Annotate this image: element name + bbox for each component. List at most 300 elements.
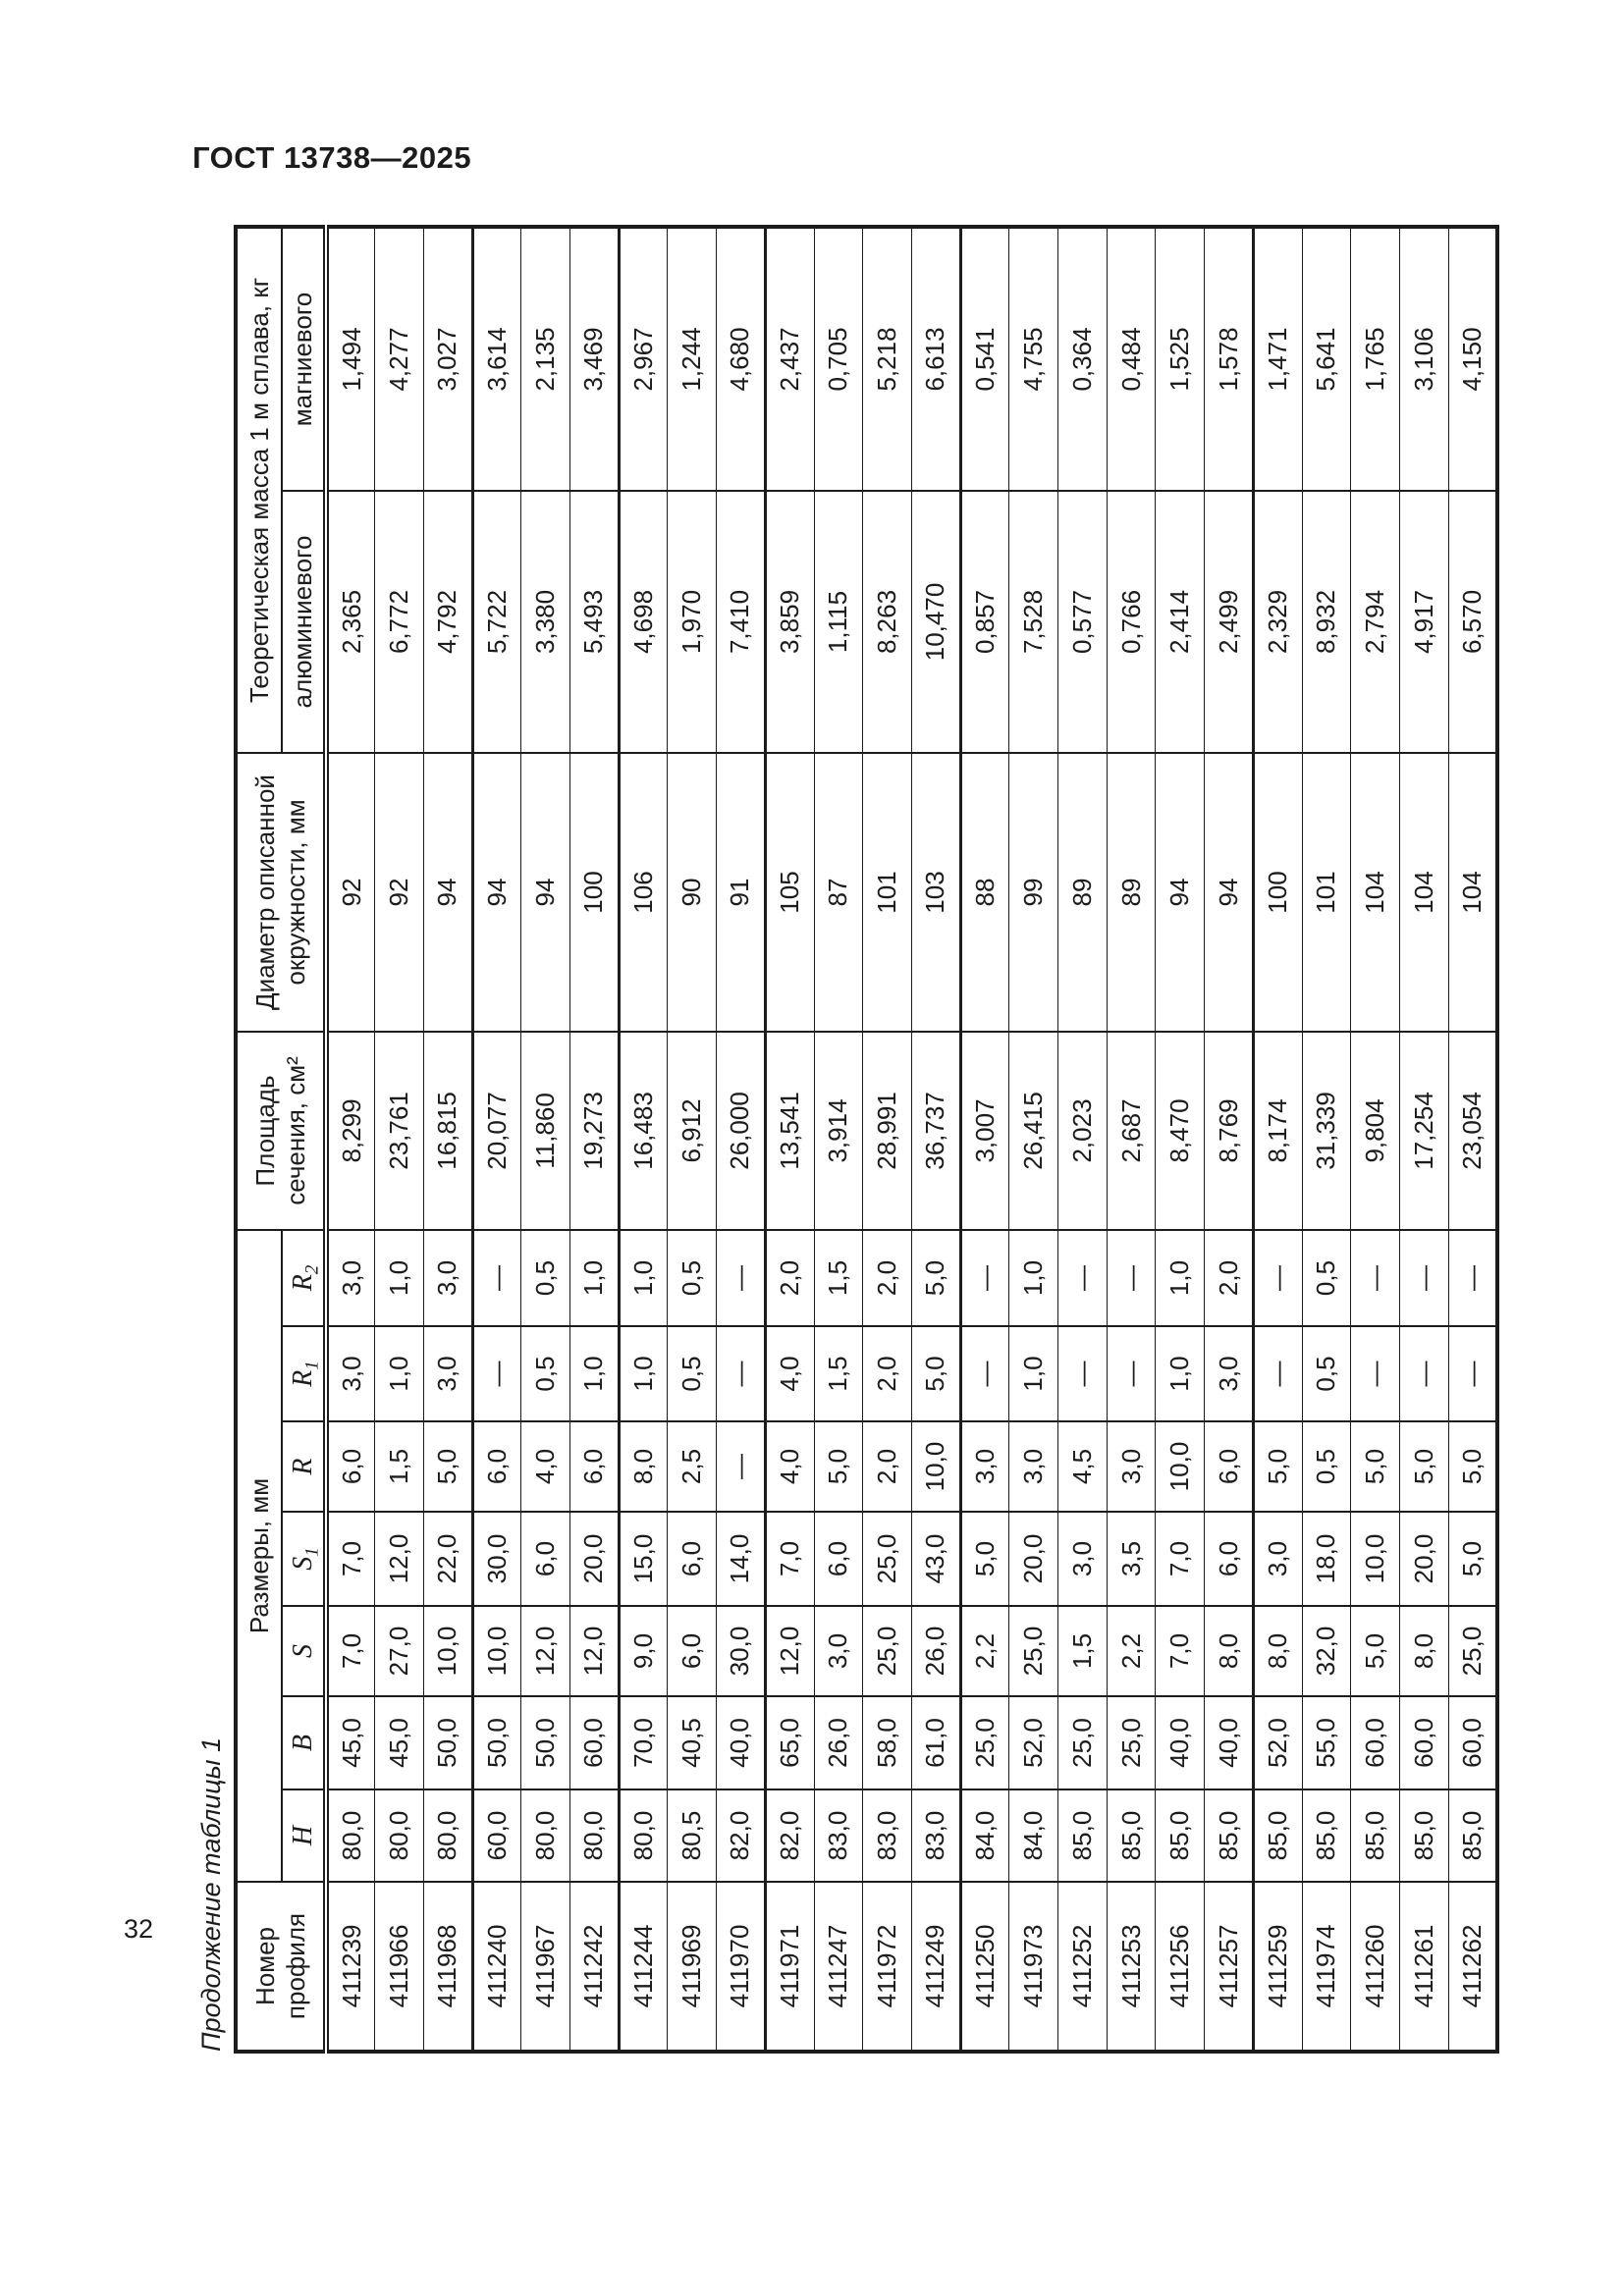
- section-area-cell: 17,254: [1399, 1032, 1448, 1230]
- mass-magnesium-cell: 5,218: [863, 227, 912, 491]
- table-row: [960, 227, 1009, 2052]
- rotated-table-block: [192, 229, 1499, 2054]
- header-section-area-line1: Площадь: [249, 1075, 280, 1187]
- dim-r1-cell: 0,5: [1302, 1326, 1351, 1421]
- table-row: [814, 227, 863, 2052]
- section-area-cell: 3,007: [960, 1032, 1009, 1230]
- profile-number-cell: 411261: [1399, 1882, 1448, 2052]
- circumscribed-diameter-cell: 90: [668, 753, 717, 1032]
- profile-number-cell: 411249: [911, 1882, 960, 2052]
- mass-aluminum-cell: 6,772: [375, 491, 424, 753]
- dim-r2-cell: —: [1399, 1230, 1448, 1326]
- circumscribed-diameter-cell: 99: [1009, 753, 1058, 1032]
- dim-r2-cell: 2,0: [863, 1230, 912, 1326]
- dim-h-cell: 80,0: [521, 1789, 570, 1882]
- dim-r-cell: 5,0: [1448, 1421, 1497, 1512]
- header-mass-magnesium: магниевого: [282, 227, 326, 491]
- dim-s1-cell: 7,0: [765, 1512, 814, 1606]
- dim-r-cell: 1,5: [375, 1421, 424, 1512]
- dim-r2-cell: 1,0: [619, 1230, 668, 1326]
- dim-r-cell: 5,0: [423, 1421, 472, 1512]
- dim-r-cell: 6,0: [472, 1421, 521, 1512]
- table-row: [375, 227, 424, 2052]
- dim-r-cell: 10,0: [1156, 1421, 1205, 1512]
- dim-s-cell: 3,0: [814, 1606, 863, 1696]
- dim-r1-cell: 2,0: [863, 1326, 912, 1421]
- dim-r-cell: 8,0: [619, 1421, 668, 1512]
- dim-r1-cell: —: [1058, 1326, 1108, 1421]
- dim-r2-cell: 2,0: [765, 1230, 814, 1326]
- dim-r2-cell: 0,5: [668, 1230, 717, 1326]
- header-circumscribed-diameter: Диаметр описанной окружности, мм: [236, 753, 326, 1032]
- dim-b-cell: 60,0: [570, 1696, 620, 1789]
- dim-r1-cell: 1,0: [619, 1326, 668, 1421]
- circumscribed-diameter-cell: 89: [1107, 753, 1156, 1032]
- mass-aluminum-cell: 7,528: [1009, 491, 1058, 753]
- mass-magnesium-cell: 1,525: [1156, 227, 1205, 491]
- dim-s1-cell: 5,0: [1448, 1512, 1497, 1606]
- dim-r1-cell: —: [1399, 1326, 1448, 1421]
- dim-s1-cell: 7,0: [1156, 1512, 1205, 1606]
- circumscribed-diameter-cell: 94: [521, 753, 570, 1032]
- table-body: [326, 227, 1497, 2052]
- circumscribed-diameter-cell: 87: [814, 753, 863, 1032]
- mass-aluminum-cell: 1,970: [668, 491, 717, 753]
- mass-aluminum-cell: 4,792: [423, 491, 472, 753]
- dim-r1-cell: —: [1351, 1326, 1400, 1421]
- profile-number-cell: 411239: [326, 1882, 375, 2052]
- mass-magnesium-cell: 4,680: [717, 227, 766, 491]
- dim-b-cell: 25,0: [960, 1696, 1009, 1789]
- mass-aluminum-cell: 10,470: [911, 491, 960, 753]
- dim-h-cell: 83,0: [863, 1789, 912, 1882]
- dim-b-cell: 40,0: [1205, 1696, 1254, 1789]
- dim-r2-cell: —: [472, 1230, 521, 1326]
- circumscribed-diameter-cell: 89: [1058, 753, 1108, 1032]
- dim-r-cell: 4,0: [521, 1421, 570, 1512]
- dim-r-cell: 5,0: [1253, 1421, 1302, 1512]
- dim-s1-cell: 15,0: [619, 1512, 668, 1606]
- section-area-cell: 11,860: [521, 1032, 570, 1230]
- section-area-cell: 31,339: [1302, 1032, 1351, 1230]
- dim-s1-cell: 30,0: [472, 1512, 521, 1606]
- mass-magnesium-cell: 6,613: [911, 227, 960, 491]
- dim-h-cell: 60,0: [472, 1789, 521, 1882]
- dim-r-cell: 5,0: [1399, 1421, 1448, 1512]
- mass-magnesium-cell: 1,765: [1351, 227, 1400, 491]
- dim-r2-cell: —: [1448, 1230, 1497, 1326]
- dim-r-cell: 2,0: [863, 1421, 912, 1512]
- dim-s-cell: 25,0: [863, 1606, 912, 1696]
- dim-r-cell: 3,0: [960, 1421, 1009, 1512]
- table-row: [1205, 227, 1254, 2052]
- circumscribed-diameter-cell: 104: [1448, 753, 1497, 1032]
- mass-magnesium-cell: 1,244: [668, 227, 717, 491]
- section-area-cell: 36,737: [911, 1032, 960, 1230]
- section-area-cell: 13,541: [765, 1032, 814, 1230]
- table-row: [472, 227, 521, 2052]
- dim-s1-cell: 12,0: [375, 1512, 424, 1606]
- section-area-cell: 26,000: [717, 1032, 766, 1230]
- dim-s1-cell: 3,5: [1107, 1512, 1156, 1606]
- section-area-cell: 8,470: [1156, 1032, 1205, 1230]
- dim-r1-cell: 0,5: [521, 1326, 570, 1421]
- mass-aluminum-cell: 0,577: [1058, 491, 1108, 753]
- header-profile-number: Номер профиля: [236, 1882, 326, 2052]
- mass-magnesium-cell: 2,135: [521, 227, 570, 491]
- circumscribed-diameter-cell: 100: [1253, 753, 1302, 1032]
- header-dim-r: R: [282, 1421, 326, 1512]
- dim-b-cell: 70,0: [619, 1696, 668, 1789]
- table-row: [326, 227, 375, 2052]
- dim-r2-cell: 1,0: [1009, 1230, 1058, 1326]
- dim-r-cell: 0,5: [1302, 1421, 1351, 1512]
- dim-b-cell: 40,0: [1156, 1696, 1205, 1789]
- header-section-area: [236, 1032, 326, 1230]
- circumscribed-diameter-cell: 103: [911, 753, 960, 1032]
- dim-r1-cell: —: [1107, 1326, 1156, 1421]
- table-row: [717, 227, 766, 2052]
- dim-h-cell: 80,0: [375, 1789, 424, 1882]
- table-row: [619, 227, 668, 2052]
- page-number: 32: [124, 1914, 154, 1944]
- table-header: [236, 227, 326, 2052]
- dim-r1-cell: —: [717, 1326, 766, 1421]
- dim-r1-cell: 4,0: [765, 1326, 814, 1421]
- section-area-cell: 28,991: [863, 1032, 912, 1230]
- dim-h-cell: 84,0: [960, 1789, 1009, 1882]
- standard-code: ГОСТ 13738—2025: [192, 140, 472, 175]
- circumscribed-diameter-cell: 94: [1205, 753, 1254, 1032]
- profile-number-cell: 411971: [765, 1882, 814, 2052]
- section-area-cell: 16,815: [423, 1032, 472, 1230]
- dim-r-cell: 6,0: [1205, 1421, 1254, 1512]
- dim-s-cell: 32,0: [1302, 1606, 1351, 1696]
- header-section-area-line2: сечения, см²: [280, 1056, 310, 1205]
- profile-number-cell: 411968: [423, 1882, 472, 2052]
- section-area-cell: 26,415: [1009, 1032, 1058, 1230]
- mass-aluminum-cell: 3,380: [521, 491, 570, 753]
- profile-number-cell: 411260: [1351, 1882, 1400, 2052]
- section-area-cell: 8,769: [1205, 1032, 1254, 1230]
- section-area-cell: 3,914: [814, 1032, 863, 1230]
- dim-s1-cell: 10,0: [1351, 1512, 1400, 1606]
- mass-magnesium-cell: 1,578: [1205, 227, 1254, 491]
- profile-number-cell: 411966: [375, 1882, 424, 2052]
- mass-aluminum-cell: 2,329: [1253, 491, 1302, 753]
- profile-number-cell: 411969: [668, 1882, 717, 2052]
- dim-r-cell: 6,0: [570, 1421, 620, 1512]
- dim-r2-cell: 2,0: [1205, 1230, 1254, 1326]
- section-area-cell: 23,054: [1448, 1032, 1497, 1230]
- header-dim-r2: $R_2$: [282, 1230, 326, 1326]
- dim-b-cell: 61,0: [911, 1696, 960, 1789]
- dim-h-cell: 85,0: [1205, 1789, 1254, 1882]
- dim-r1-cell: 3,0: [423, 1326, 472, 1421]
- dim-b-cell: 52,0: [1253, 1696, 1302, 1789]
- dim-r1-cell: 1,0: [375, 1326, 424, 1421]
- dim-r2-cell: —: [1351, 1230, 1400, 1326]
- dim-r2-cell: —: [1058, 1230, 1108, 1326]
- dim-s1-cell: 6,0: [668, 1512, 717, 1606]
- dim-s-cell: 7,0: [326, 1606, 375, 1696]
- dim-s1-cell: 3,0: [1058, 1512, 1108, 1606]
- header-dim-s1: $S_1$: [282, 1512, 326, 1606]
- dim-b-cell: 60,0: [1399, 1696, 1448, 1789]
- table-row: [1351, 227, 1400, 2052]
- mass-magnesium-cell: 2,437: [765, 227, 814, 491]
- dim-s-cell: 7,0: [1156, 1606, 1205, 1696]
- dim-r1-cell: —: [1448, 1326, 1497, 1421]
- header-dim-s: S: [282, 1606, 326, 1696]
- dim-s1-cell: 20,0: [1399, 1512, 1448, 1606]
- profile-number-cell: 411256: [1156, 1882, 1205, 2052]
- profile-number-cell: 411262: [1448, 1882, 1497, 2052]
- table-caption: Продолжение таблицы 1: [196, 1736, 226, 2052]
- section-area-cell: 8,299: [326, 1032, 375, 1230]
- profile-number-cell: 411972: [863, 1882, 912, 2052]
- circumscribed-diameter-cell: 105: [765, 753, 814, 1032]
- table-row: [1399, 227, 1448, 2052]
- mass-magnesium-cell: 2,967: [619, 227, 668, 491]
- dim-h-cell: 85,0: [1156, 1789, 1205, 1882]
- profile-number-cell: 411247: [814, 1882, 863, 2052]
- table-row: [423, 227, 472, 2052]
- dim-s1-cell: 6,0: [814, 1512, 863, 1606]
- dim-r2-cell: 0,5: [521, 1230, 570, 1326]
- header-mass-group: Теоретическая масса 1 м сплава, кг: [236, 227, 282, 753]
- circumscribed-diameter-cell: 101: [1302, 753, 1351, 1032]
- dim-r-cell: 5,0: [1351, 1421, 1400, 1512]
- table-row: [1448, 227, 1497, 2052]
- circumscribed-diameter-cell: 94: [472, 753, 521, 1032]
- dim-h-cell: 85,0: [1107, 1789, 1156, 1882]
- profile-number-cell: 411253: [1107, 1882, 1156, 2052]
- mass-aluminum-cell: 7,410: [717, 491, 766, 753]
- dim-s-cell: 27,0: [375, 1606, 424, 1696]
- dim-s-cell: 26,0: [911, 1606, 960, 1696]
- table-row: [1107, 227, 1156, 2052]
- dim-h-cell: 83,0: [814, 1789, 863, 1882]
- circumscribed-diameter-cell: 94: [1156, 753, 1205, 1032]
- mass-magnesium-cell: 0,705: [814, 227, 863, 491]
- dim-r2-cell: 3,0: [326, 1230, 375, 1326]
- mass-magnesium-cell: 1,494: [326, 227, 375, 491]
- mass-aluminum-cell: 8,932: [1302, 491, 1351, 753]
- dim-r-cell: 4,5: [1058, 1421, 1108, 1512]
- dim-r-cell: 3,0: [1009, 1421, 1058, 1512]
- mass-aluminum-cell: 4,698: [619, 491, 668, 753]
- dim-s1-cell: 20,0: [1009, 1512, 1058, 1606]
- profile-number-cell: 411973: [1009, 1882, 1058, 2052]
- dim-s-cell: 12,0: [570, 1606, 620, 1696]
- dim-h-cell: 82,0: [717, 1789, 766, 1882]
- section-area-cell: 20,077: [472, 1032, 521, 1230]
- mass-aluminum-cell: 3,859: [765, 491, 814, 753]
- dim-h-cell: 80,0: [619, 1789, 668, 1882]
- profile-number-cell: 411259: [1253, 1882, 1302, 2052]
- dim-r2-cell: 5,0: [911, 1230, 960, 1326]
- dim-s-cell: 5,0: [1351, 1606, 1400, 1696]
- section-area-cell: 6,912: [668, 1032, 717, 1230]
- dim-s-cell: 6,0: [668, 1606, 717, 1696]
- section-area-cell: 2,687: [1107, 1032, 1156, 1230]
- dim-s-cell: 10,0: [472, 1606, 521, 1696]
- dim-s-cell: 25,0: [1009, 1606, 1058, 1696]
- circumscribed-diameter-cell: 104: [1399, 753, 1448, 1032]
- mass-magnesium-cell: 4,150: [1448, 227, 1497, 491]
- circumscribed-diameter-cell: 100: [570, 753, 620, 1032]
- profile-number-cell: 411252: [1058, 1882, 1108, 2052]
- table-row: [911, 227, 960, 2052]
- mass-magnesium-cell: 5,641: [1302, 227, 1351, 491]
- profile-number-cell: 411967: [521, 1882, 570, 2052]
- mass-aluminum-cell: 2,414: [1156, 491, 1205, 753]
- dim-r2-cell: —: [1253, 1230, 1302, 1326]
- profile-number-cell: 411250: [960, 1882, 1009, 2052]
- section-area-cell: 19,273: [570, 1032, 620, 1230]
- header-dim-b: B: [282, 1696, 326, 1789]
- dim-h-cell: 84,0: [1009, 1789, 1058, 1882]
- dim-b-cell: 50,0: [423, 1696, 472, 1789]
- dim-h-cell: 85,0: [1399, 1789, 1448, 1882]
- circumscribed-diameter-cell: 101: [863, 753, 912, 1032]
- mass-aluminum-cell: 4,917: [1399, 491, 1448, 753]
- profile-number-cell: 411974: [1302, 1882, 1351, 2052]
- dim-b-cell: 50,0: [521, 1696, 570, 1789]
- mass-aluminum-cell: 6,570: [1448, 491, 1497, 753]
- dim-r1-cell: 1,0: [570, 1326, 620, 1421]
- dim-b-cell: 40,0: [717, 1696, 766, 1789]
- table-row: [668, 227, 717, 2052]
- table-row: [521, 227, 570, 2052]
- header-dimensions-group: Размеры, мм: [236, 1230, 282, 1882]
- dim-r1-cell: 1,5: [814, 1326, 863, 1421]
- dim-s-cell: 8,0: [1399, 1606, 1448, 1696]
- dim-b-cell: 25,0: [1107, 1696, 1156, 1789]
- dim-r2-cell: 0,5: [1302, 1230, 1351, 1326]
- dim-r-cell: 3,0: [1107, 1421, 1156, 1512]
- dim-h-cell: 80,0: [326, 1789, 375, 1882]
- dim-h-cell: 85,0: [1448, 1789, 1497, 1882]
- mass-magnesium-cell: 0,541: [960, 227, 1009, 491]
- circumscribed-diameter-cell: 91: [717, 753, 766, 1032]
- dim-s-cell: 9,0: [619, 1606, 668, 1696]
- mass-aluminum-cell: 8,263: [863, 491, 912, 753]
- mass-aluminum-cell: 1,115: [814, 491, 863, 753]
- dim-r2-cell: —: [717, 1230, 766, 1326]
- dim-r2-cell: 1,0: [375, 1230, 424, 1326]
- dim-s-cell: 2,2: [1107, 1606, 1156, 1696]
- dim-s1-cell: 6,0: [1205, 1512, 1254, 1606]
- dim-h-cell: 85,0: [1253, 1789, 1302, 1882]
- dim-h-cell: 85,0: [1302, 1789, 1351, 1882]
- mass-magnesium-cell: 3,469: [570, 227, 620, 491]
- dim-r-cell: 5,0: [814, 1421, 863, 1512]
- circumscribed-diameter-cell: 94: [423, 753, 472, 1032]
- dim-b-cell: 60,0: [1448, 1696, 1497, 1789]
- mass-magnesium-cell: 0,484: [1107, 227, 1156, 491]
- mass-aluminum-cell: 2,365: [326, 491, 375, 753]
- dim-h-cell: 85,0: [1058, 1789, 1108, 1882]
- dim-r-cell: 6,0: [326, 1421, 375, 1512]
- dim-b-cell: 40,5: [668, 1696, 717, 1789]
- section-area-cell: 16,483: [619, 1032, 668, 1230]
- dim-h-cell: 83,0: [911, 1789, 960, 1882]
- mass-aluminum-cell: 0,857: [960, 491, 1009, 753]
- section-area-cell: 8,174: [1253, 1032, 1302, 1230]
- mass-magnesium-cell: 3,106: [1399, 227, 1448, 491]
- dim-b-cell: 50,0: [472, 1696, 521, 1789]
- dim-s1-cell: 25,0: [863, 1512, 912, 1606]
- dim-s1-cell: 20,0: [570, 1512, 620, 1606]
- mass-aluminum-cell: 2,499: [1205, 491, 1254, 753]
- mass-magnesium-cell: 4,755: [1009, 227, 1058, 491]
- dim-h-cell: 80,5: [668, 1789, 717, 1882]
- dim-s1-cell: 7,0: [326, 1512, 375, 1606]
- dim-s-cell: 10,0: [423, 1606, 472, 1696]
- dim-s-cell: 12,0: [521, 1606, 570, 1696]
- table-row: [1302, 227, 1351, 2052]
- dim-b-cell: 25,0: [1058, 1696, 1108, 1789]
- profile-number-cell: 411244: [619, 1882, 668, 2052]
- dim-r2-cell: 3,0: [423, 1230, 472, 1326]
- mass-magnesium-cell: 4,277: [375, 227, 424, 491]
- table-row: [1156, 227, 1205, 2052]
- dim-s1-cell: 22,0: [423, 1512, 472, 1606]
- dim-s-cell: 1,5: [1058, 1606, 1108, 1696]
- dim-b-cell: 58,0: [863, 1696, 912, 1789]
- section-area-cell: 9,804: [1351, 1032, 1400, 1230]
- dim-b-cell: 65,0: [765, 1696, 814, 1789]
- header-dim-r1: $R_1$: [282, 1326, 326, 1421]
- circumscribed-diameter-cell: 92: [326, 753, 375, 1032]
- dim-r1-cell: 3,0: [326, 1326, 375, 1421]
- dim-r2-cell: 1,0: [570, 1230, 620, 1326]
- dim-r-cell: 10,0: [911, 1421, 960, 1512]
- dim-s-cell: 12,0: [765, 1606, 814, 1696]
- section-area-cell: 2,023: [1058, 1032, 1108, 1230]
- dim-h-cell: 80,0: [570, 1789, 620, 1882]
- mass-aluminum-cell: 2,794: [1351, 491, 1400, 753]
- header-dim-h: H: [282, 1789, 326, 1882]
- circumscribed-diameter-cell: 104: [1351, 753, 1400, 1032]
- dim-r1-cell: 5,0: [911, 1326, 960, 1421]
- table-row: [1009, 227, 1058, 2052]
- dim-b-cell: 60,0: [1351, 1696, 1400, 1789]
- mass-aluminum-cell: 5,493: [570, 491, 620, 753]
- table-row: [765, 227, 814, 2052]
- dim-s1-cell: 6,0: [521, 1512, 570, 1606]
- dim-b-cell: 26,0: [814, 1696, 863, 1789]
- dim-s1-cell: 3,0: [1253, 1512, 1302, 1606]
- dim-s1-cell: 14,0: [717, 1512, 766, 1606]
- dim-r2-cell: 1,0: [1156, 1230, 1205, 1326]
- dim-r2-cell: —: [960, 1230, 1009, 1326]
- dim-h-cell: 80,0: [423, 1789, 472, 1882]
- dim-b-cell: 52,0: [1009, 1696, 1058, 1789]
- dim-r2-cell: 1,5: [814, 1230, 863, 1326]
- dim-r1-cell: 3,0: [1205, 1326, 1254, 1421]
- dim-s-cell: 8,0: [1205, 1606, 1254, 1696]
- table-row: [1253, 227, 1302, 2052]
- dim-h-cell: 82,0: [765, 1789, 814, 1882]
- dim-r-cell: —: [717, 1421, 766, 1512]
- dim-r1-cell: 1,0: [1009, 1326, 1058, 1421]
- dim-b-cell: 55,0: [1302, 1696, 1351, 1789]
- dim-s-cell: 30,0: [717, 1606, 766, 1696]
- dim-r1-cell: —: [472, 1326, 521, 1421]
